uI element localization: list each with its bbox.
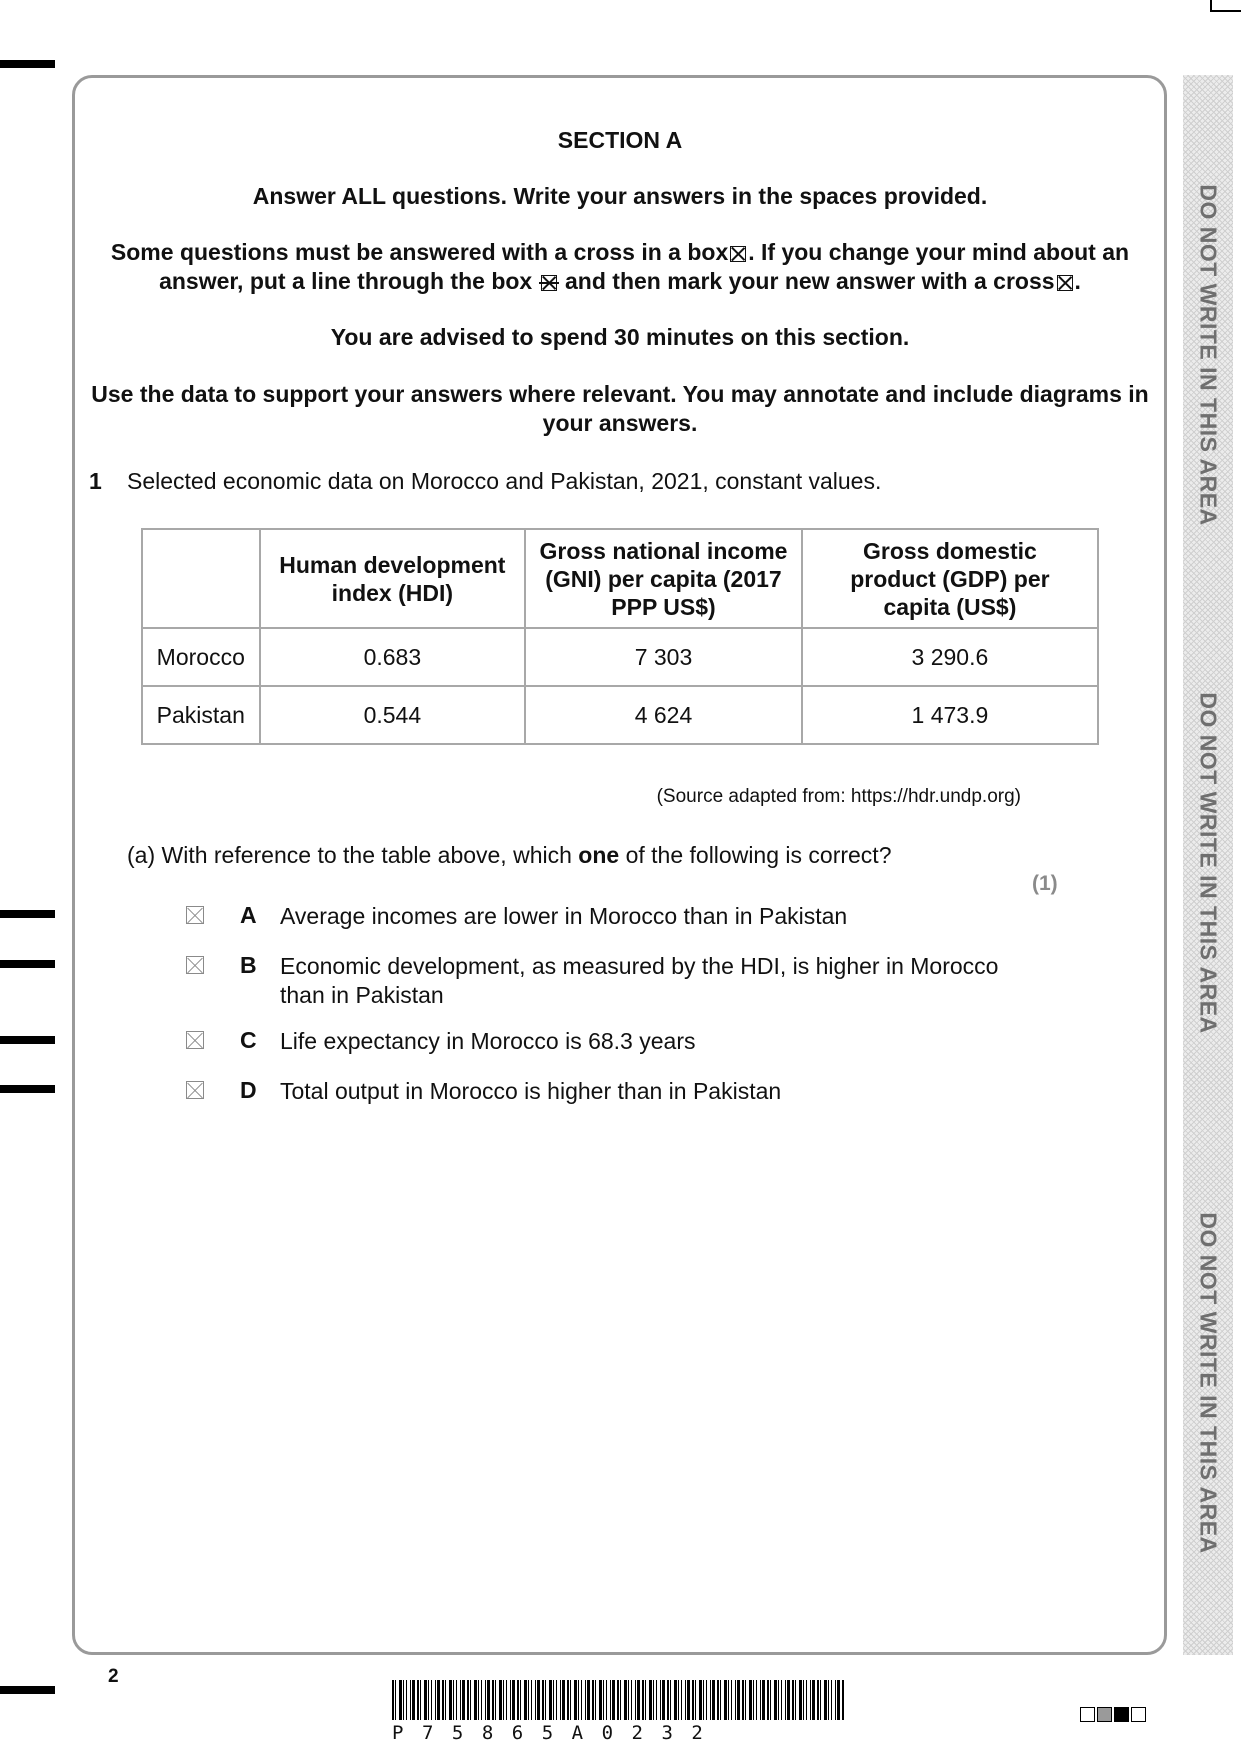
instruction-line: You are advised to spend 30 minutes on this section.	[330, 324, 910, 350]
economic-data-table	[141, 528, 1099, 745]
cross-box-icon	[730, 246, 746, 262]
table-row	[142, 686, 1098, 744]
table-cell: 1 473.9	[802, 686, 1098, 744]
registration-mark	[0, 1036, 55, 1044]
option-text: Average incomes are lower in Morocco than in Pakistan	[280, 903, 848, 929]
registration-mark	[0, 1686, 55, 1694]
registration-mark	[0, 60, 55, 68]
registration-square	[1097, 1707, 1112, 1722]
instruction-line: Answer ALL questions. Write your answers in the spaces provided.	[252, 183, 988, 209]
option-letter: C	[240, 1027, 257, 1053]
source-note: (Source adapted from: https://hdr.undp.org)	[656, 786, 1021, 807]
table-cell: 4 624	[525, 686, 802, 744]
table-cell: Morocco	[142, 628, 260, 686]
table-cell: 3 290.6	[802, 628, 1098, 686]
instruction-cross-box: Some questions must be answered with a cross in a box . If you change your mind about an answer, put a line through the box and then mark your new answer with a cross .	[110, 239, 1130, 294]
sub-question: (a) With reference to the table above, which one of the following is correct?	[127, 842, 892, 868]
question-number: 1	[89, 468, 102, 494]
registration-square	[1131, 1707, 1146, 1722]
option-letter: A	[240, 902, 257, 928]
table-cell: 7 303	[525, 628, 802, 686]
registration-mark	[0, 960, 55, 968]
option-text: Economic development, as measured by the HDI, is higher in Morocco than in Pakistan	[280, 953, 999, 1008]
barcode-text: P75865A0232	[392, 1722, 722, 1744]
table-header-row	[142, 529, 1098, 628]
table-header: Human development index (HDI)	[260, 529, 526, 628]
table-header: Gross national income (GNI) per capita (2017 PPP US$)	[525, 529, 802, 628]
registration-mark	[0, 910, 55, 918]
section-title: SECTION A	[557, 127, 683, 153]
question-text: Selected economic data on Morocco and Pakistan, 2021, constant values.	[127, 468, 882, 494]
table-cell: 0.683	[260, 628, 526, 686]
cross-box-icon	[1057, 275, 1073, 291]
option-letter: D	[240, 1077, 257, 1103]
option-letter: B	[240, 952, 257, 978]
registration-square	[1114, 1707, 1129, 1722]
page-number: 2	[108, 1666, 119, 1687]
option-b-checkbox[interactable]	[186, 956, 204, 974]
option-text: Total output in Morocco is higher than in Pakistan	[280, 1078, 782, 1104]
table-row	[142, 628, 1098, 686]
option-d-checkbox[interactable]	[186, 1081, 204, 1099]
instruction-line: Use the data to support your answers where relevant. You may annotate and include diagrams in your answers.	[91, 381, 1149, 436]
barcode	[392, 1680, 844, 1720]
table-cell: 0.544	[260, 686, 526, 744]
table-header	[142, 529, 260, 628]
table-header: Gross domestic product (GDP) per capita (US$)	[802, 529, 1098, 628]
option-a-checkbox[interactable]	[186, 906, 204, 924]
registration-mark	[0, 1085, 55, 1093]
crop-mark	[1210, 0, 1241, 12]
marks-label: (1)	[1032, 872, 1058, 895]
registration-square	[1080, 1707, 1095, 1722]
table-cell: Pakistan	[142, 686, 260, 744]
struck-box-icon	[541, 275, 557, 291]
option-c-checkbox[interactable]	[186, 1031, 204, 1049]
option-text: Life expectancy in Morocco is 68.3 years	[280, 1028, 696, 1054]
